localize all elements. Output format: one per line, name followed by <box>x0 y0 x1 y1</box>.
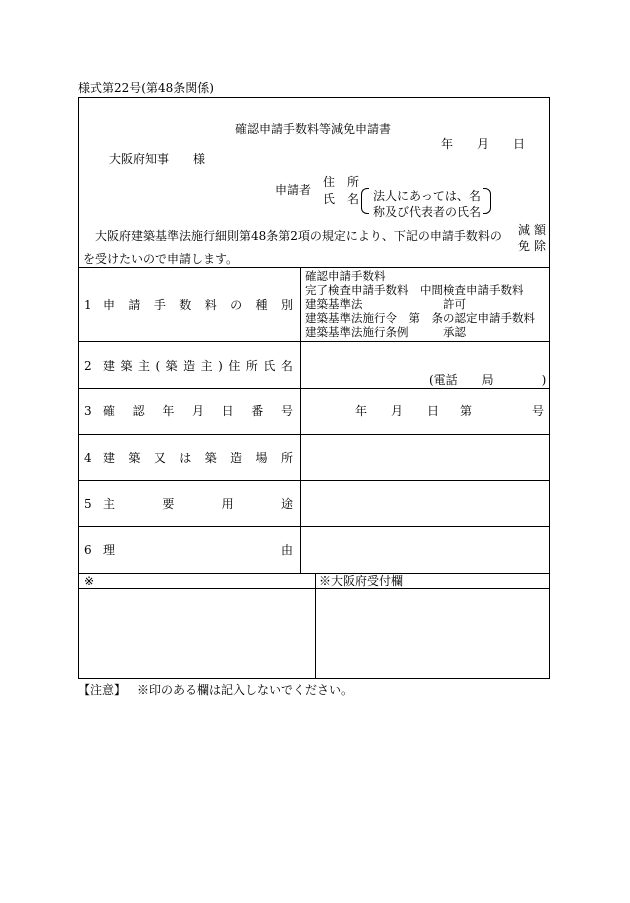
row-2-label-char: 築 <box>165 359 178 373</box>
row-divider-4 <box>79 480 550 481</box>
reduction-men: 免 <box>518 239 531 253</box>
row-divider-3 <box>79 434 550 435</box>
row-4-label-char: 所 <box>280 451 293 465</box>
form-number-label: 様式第22号(第48条関係) <box>78 81 214 95</box>
row-1-label-char: 手 <box>153 298 166 312</box>
row-4-label-char: 建 <box>103 451 116 465</box>
row-5-label-char: 主 <box>103 497 116 511</box>
row-2-number: 2 <box>84 359 92 373</box>
row-3-label-char: 号 <box>280 404 293 418</box>
row-2-label <box>103 360 293 372</box>
date-month: 月 <box>477 137 490 151</box>
fee-type-line-2: 完了検査申請手数料 中間検査申請手数料 <box>305 283 524 297</box>
row-2-label-char: ) <box>218 359 223 373</box>
row-1-label-char: 種 <box>255 298 268 312</box>
row-5-label-char: 用 <box>221 497 234 511</box>
application-form <box>78 97 550 679</box>
row-2-label-char: 住 <box>228 359 241 373</box>
row-2-label-char: 造 <box>183 359 196 373</box>
confirm-date-day: 日 <box>427 404 440 418</box>
date-day: 日 <box>513 137 526 151</box>
office-use-header: ※ <box>84 574 95 588</box>
row-5-label <box>103 498 293 510</box>
row-1-label-char: 別 <box>280 298 293 312</box>
row-1-label-char: 料 <box>204 298 217 312</box>
row-3-number: 3 <box>84 404 92 418</box>
osaka-reception-header: ※大阪府受付欄 <box>319 574 404 588</box>
fee-type-line-5: 建築基準法施行条例 承認 <box>305 325 466 339</box>
row-1-number: 1 <box>84 298 92 312</box>
row-3-label-char: 月 <box>191 404 204 418</box>
body-text-line-1: 大阪府建築基準法施行細則第48条第2項の規定により、下記の申請手数料の <box>95 229 502 243</box>
row-3-label-char: 年 <box>162 404 175 418</box>
corp-note-line-1: 法人にあっては、名 <box>373 189 481 203</box>
row-4-label <box>103 452 293 464</box>
row-2-label-char: 氏 <box>263 359 276 373</box>
fee-type-options <box>305 269 535 339</box>
fee-type-line-4: 建築基準法施行令 第 条の認定申請手数料 <box>305 311 535 325</box>
form-title: 確認申請手数料等減免申請書 <box>235 122 392 136</box>
row-1-label-char: 申 <box>103 298 116 312</box>
confirm-date-year: 年 <box>355 404 368 418</box>
row-4-label-char: 築 <box>128 451 141 465</box>
corp-note-right-bracket <box>483 188 491 214</box>
row-2-label-char: 築 <box>120 359 133 373</box>
row-5-label-char: 要 <box>162 497 175 511</box>
row-4-label-char: 築 <box>204 451 217 465</box>
row-6-label-char: 理 <box>103 543 116 557</box>
reception-column-divider <box>315 573 316 679</box>
row-divider-2 <box>79 388 550 389</box>
confirm-date-month: 月 <box>391 404 404 418</box>
reduction-gaku: 額 <box>534 223 547 237</box>
row-1-label-char: の <box>230 298 243 312</box>
confirm-number-go: 号 <box>532 404 545 418</box>
row-2-label-char: 主 <box>138 359 151 373</box>
row-4-label-char: 場 <box>255 451 268 465</box>
row-1-label-char: 数 <box>179 298 192 312</box>
note-text: ※印のある欄は記入しないでください。 <box>137 683 354 697</box>
row-3-label-char: 番 <box>251 404 264 418</box>
addressee: 大阪府知事 様 <box>109 152 206 166</box>
row-1-label-char: 請 <box>128 298 141 312</box>
row-3-label-char: 確 <box>103 404 116 418</box>
row-5-label-char: 途 <box>280 497 293 511</box>
row-4-label-char: 造 <box>230 451 243 465</box>
row-2-label-char: 主 <box>200 359 213 373</box>
row-6-label <box>103 544 293 556</box>
reduction-jo: 除 <box>534 239 547 253</box>
row-3-label <box>103 405 293 417</box>
table-column-divider <box>300 267 301 573</box>
corp-note-left-bracket <box>361 188 369 214</box>
row-divider-5 <box>79 526 550 527</box>
applicant-address-label: 住 所 <box>323 175 360 189</box>
corp-note-line-2: 称及び代表者の氏名 <box>373 205 482 219</box>
row-6-number: 6 <box>84 543 92 557</box>
row-4-label-char: 又 <box>153 451 166 465</box>
phone-field: (電話 局 ) <box>429 373 547 387</box>
date-year: 年 <box>441 137 454 151</box>
note-label: 【注意】 <box>78 683 127 697</box>
row-3-label-char: 認 <box>132 404 145 418</box>
body-text-line-2: を受けたいので申請します。 <box>83 252 239 266</box>
row-3-label-char: 日 <box>221 404 234 418</box>
row-1-label <box>103 299 293 311</box>
confirm-number-dai: 第 <box>460 404 473 418</box>
row-2-label-char: 名 <box>280 359 293 373</box>
row-2-label-char: ( <box>155 359 161 373</box>
fee-type-line-1: 確認申請手数料 <box>305 269 386 283</box>
table-top-line <box>79 267 550 268</box>
row-4-number: 4 <box>84 451 92 465</box>
row-divider-1 <box>79 341 550 342</box>
reduction-gen: 減 <box>518 223 531 237</box>
row-4-label-char: は <box>179 451 192 465</box>
row-6-label-char: 由 <box>280 543 293 557</box>
row-2-label-char: 所 <box>245 359 258 373</box>
row-2-label-char: 建 <box>103 359 116 373</box>
row-5-number: 5 <box>84 497 92 511</box>
applicant-label: 申請者 <box>275 183 312 197</box>
applicant-name-label: 氏 名 <box>323 192 360 206</box>
fee-type-line-3: 建築基準法 許可 <box>305 297 466 311</box>
